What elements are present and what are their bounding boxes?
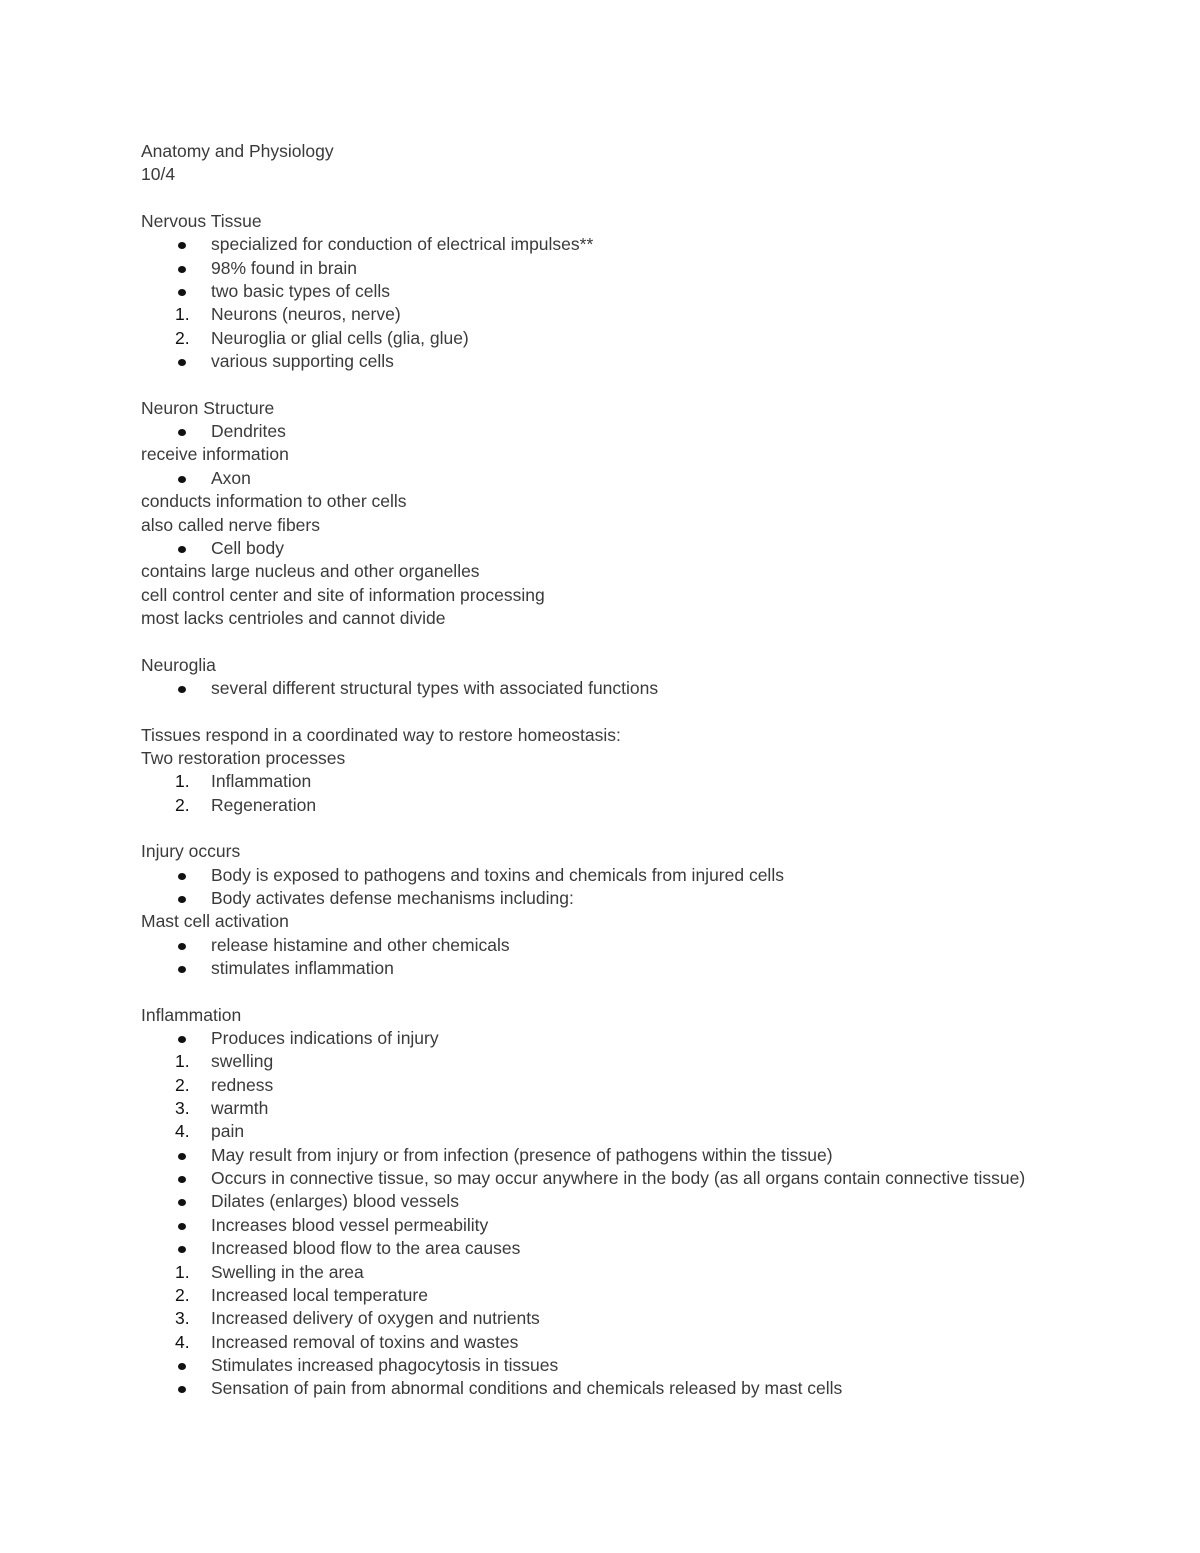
bullet-icon [178, 873, 186, 880]
section-heading: Injury occurs [141, 841, 241, 862]
section-heading: Neuroglia [141, 654, 216, 675]
bullet-icon [178, 1036, 186, 1043]
text-line: also called nerve fibers [141, 514, 320, 535]
item-text: Body is exposed to pathogens and toxins and chemicals from injured cells [211, 864, 784, 885]
item-text: May result from injury or from infection (presence of pathogens within the tissue) [211, 1144, 833, 1165]
bullet-icon [178, 242, 186, 249]
list-number: 4. [175, 1331, 190, 1352]
text-line: Two restoration processes [141, 747, 346, 768]
text-line: conducts information to other cells [141, 491, 407, 512]
numbered-item [141, 1074, 1141, 1097]
list-number: 2. [175, 1074, 190, 1095]
item-text: Increased blood flow to the area causes [211, 1238, 521, 1259]
item-text: Dilates (enlarges) blood vessels [211, 1191, 460, 1212]
list-number: 3. [175, 1098, 190, 1119]
document-sections [141, 187, 1141, 1401]
bullet-item [141, 957, 1141, 980]
bullet-item [141, 934, 1141, 957]
bullet-item [141, 467, 1141, 490]
list-number: 2. [175, 1284, 190, 1305]
item-text: two basic types of cells [211, 281, 390, 302]
bullet-item [141, 1190, 1141, 1213]
document-body [141, 140, 1141, 1401]
bullet-item [141, 233, 1141, 256]
item-text: Sensation of pain from abnormal conditions and chemicals released by mast cells [211, 1378, 843, 1399]
bullet-item [141, 677, 1141, 700]
bullet-icon [178, 686, 186, 693]
item-text: Produces indications of injury [211, 1028, 439, 1049]
item-text: Dendrites [211, 421, 286, 442]
numbered-item [141, 1050, 1141, 1073]
item-text: Occurs in connective tissue, so may occur anywhere in the body (as all organs contain connective tissue) [211, 1168, 1026, 1189]
bullet-item [141, 1027, 1141, 1050]
bullet-item [141, 864, 1141, 887]
item-text: Body activates defense mechanisms including: [211, 888, 574, 908]
numbered-item [141, 303, 1141, 326]
item-text: 98% found in brain [211, 257, 357, 278]
bullet-icon [178, 1363, 186, 1370]
bullet-item [141, 1377, 1141, 1400]
bullet-item [141, 1167, 1141, 1190]
item-text: Axon [211, 467, 251, 488]
numbered-item [141, 1331, 1141, 1354]
bullet-item [141, 537, 1141, 560]
document-title: Anatomy and Physiology [141, 141, 334, 161]
text-line: most lacks centrioles and cannot divide [141, 607, 446, 628]
list-number: 1. [175, 771, 190, 792]
item-text: Stimulates increased phagocytosis in tissues [211, 1354, 559, 1375]
bullet-icon [178, 1386, 186, 1393]
item-text: Neuroglia or glial cells (glia, glue) [211, 327, 469, 348]
text-line: receive information [141, 444, 289, 465]
bullet-icon [178, 943, 186, 950]
section-heading: Tissues respond in a coordinated way to restore homeostasis: [141, 724, 621, 745]
bullet-item [141, 1144, 1141, 1167]
item-text: warmth [211, 1098, 269, 1119]
text-line: contains large nucleus and other organelles [141, 561, 480, 582]
bullet-item [141, 420, 1141, 443]
item-text: swelling [211, 1051, 274, 1072]
bullet-icon [178, 266, 186, 273]
numbered-item [141, 770, 1141, 793]
section-heading: Neuron Structure [141, 397, 275, 418]
item-text: Increased local temperature [211, 1284, 428, 1305]
bullet-item [141, 350, 1141, 373]
bullet-item [141, 887, 1141, 910]
blank-line [141, 980, 1141, 1003]
bullet-icon [178, 289, 186, 296]
bullet-icon [178, 1223, 186, 1230]
bullet-item [141, 1237, 1141, 1260]
numbered-item [141, 1261, 1141, 1284]
bullet-icon [178, 1246, 186, 1253]
numbered-item [141, 1120, 1141, 1143]
list-number: 2. [175, 327, 190, 348]
blank-line [141, 373, 1141, 396]
document-date: 10/4 [141, 164, 176, 185]
list-number: 3. [175, 1308, 190, 1329]
list-number: 2. [175, 794, 190, 815]
bullet-icon [178, 1199, 186, 1206]
numbered-item [141, 1097, 1141, 1120]
blank-line [141, 817, 1141, 840]
bullet-icon [178, 966, 186, 973]
section-heading: Inflammation [141, 1004, 242, 1025]
item-text: Swelling in the area [211, 1261, 364, 1282]
text-line: cell control center and site of information processing [141, 584, 545, 605]
section-heading: Nervous Tissue [141, 211, 262, 232]
bullet-icon [178, 1153, 186, 1160]
bullet-icon [178, 476, 186, 483]
list-number: 4. [175, 1121, 190, 1142]
bullet-icon [178, 429, 186, 436]
item-text: specialized for conduction of electrical impulses** [211, 234, 594, 255]
bullet-item [141, 1354, 1141, 1377]
text-line: Mast cell activation [141, 911, 289, 932]
item-text: Increased delivery of oxygen and nutrients [211, 1308, 540, 1329]
bullet-icon [178, 896, 186, 903]
item-text: pain [211, 1121, 245, 1142]
item-text: Regeneration [211, 794, 317, 815]
bullet-icon [178, 359, 186, 366]
item-text: several different structural types with associated functions [211, 677, 659, 698]
item-text: Inflammation [211, 771, 312, 792]
numbered-item [141, 1307, 1141, 1330]
item-text: Increases blood vessel permeability [211, 1214, 489, 1235]
numbered-item [141, 327, 1141, 350]
bullet-icon [178, 546, 186, 553]
item-text: Cell body [211, 537, 284, 558]
numbered-item [141, 1284, 1141, 1307]
bullet-item [141, 280, 1141, 303]
bullet-icon [178, 1176, 186, 1183]
item-text: Increased removal of toxins and wastes [211, 1331, 519, 1352]
item-text: redness [211, 1074, 274, 1095]
list-number: 1. [175, 1261, 190, 1282]
numbered-item [141, 794, 1141, 817]
item-text: various supporting cells [211, 351, 394, 372]
bullet-item [141, 257, 1141, 280]
blank-line [141, 630, 1141, 653]
item-text: Neurons (neuros, nerve) [211, 304, 401, 325]
list-number: 1. [175, 1051, 190, 1072]
list-number: 1. [175, 304, 190, 325]
blank-line [141, 187, 1141, 210]
item-text: stimulates inflammation [211, 958, 394, 979]
blank-line [141, 700, 1141, 723]
item-text: release histamine and other chemicals [211, 934, 510, 955]
bullet-item [141, 1214, 1141, 1237]
